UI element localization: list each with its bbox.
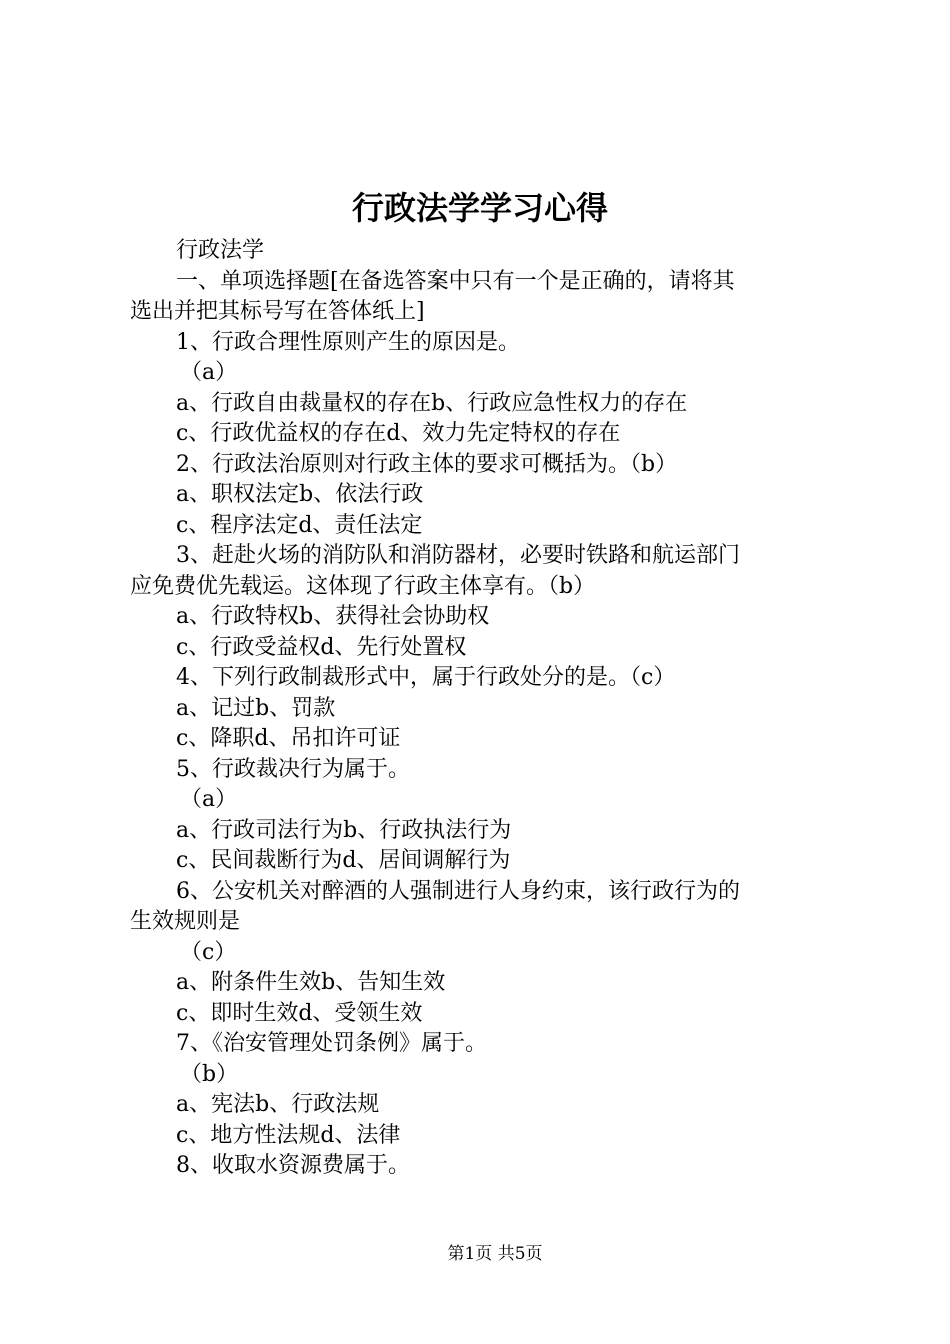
text-line: a、行政特权b、获得社会协助权 (176, 604, 490, 629)
text-line: 行政法学 (176, 238, 265, 263)
text-line: c、民间裁断行为d、居间调解行为 (176, 848, 511, 873)
text-line: 5、行政裁决行为属于。 (176, 756, 410, 782)
text-line: c、行政受益权d、先行处置权 (176, 634, 467, 660)
text-line: c、程序法定d、责任法定 (176, 512, 423, 538)
answer-line: （b） (180, 1061, 239, 1087)
text-line: 1、行政合理性原则产生的原因是。 (176, 329, 520, 355)
text-line: a、附条件生效b、告知生效 (176, 970, 446, 995)
text-line: 选出并把其标号写在答体纸上] (130, 299, 425, 324)
text-line: 8、收取水资源费属于。 (176, 1153, 410, 1178)
answer-line: （c） (180, 939, 237, 965)
answer-line: （a） (180, 360, 238, 385)
text-line: c、地方性法规d、法律 (176, 1122, 401, 1148)
text-line: c、行政优益权的存在d、效力先定特权的存在 (176, 421, 621, 446)
text-line: c、降职d、吊扣许可证 (176, 726, 401, 751)
page-number: 第1页 共5页 (447, 1244, 543, 1264)
answer-line: （a） (180, 787, 238, 812)
text-line: 应免费优先载运。这体现了行政主体享有。（b） (130, 573, 596, 599)
text-line: 6、公安机关对醉酒的人强制进行人身约束，该行政行为的 (176, 878, 740, 904)
text-line: a、职权法定b、依法行政 (176, 482, 424, 507)
text-line: 4、下列行政制裁形式中，属于行政处分的是。（c） (176, 665, 676, 690)
text-line: c、即时生效d、受领生效 (176, 1000, 423, 1026)
text-line: a、宪法b、行政法规 (176, 1092, 380, 1117)
document-body (130, 236, 835, 1182)
text-line: 一、单项选择题[在备选答案中只有一个是正确的，请将其 (176, 268, 735, 294)
document-title: 行政法学学习心得 (351, 189, 608, 227)
text-line: 7、《治安管理处罚条例》属于。 (176, 1031, 487, 1056)
text-line: 2、行政法治原则对行政主体的要求可概括为。（b） (176, 451, 678, 477)
text-line: a、行政自由裁量权的存在b、行政应急性权力的存在 (176, 390, 688, 416)
text-line: 生效规则是 (130, 909, 241, 934)
text-line: a、记过b、罚款 (176, 695, 336, 721)
text-line: 3、赶赴火场的消防队和消防器材，必要时铁路和航运部门 (176, 543, 740, 568)
text-line: a、行政司法行为b、行政执法行为 (176, 817, 512, 843)
